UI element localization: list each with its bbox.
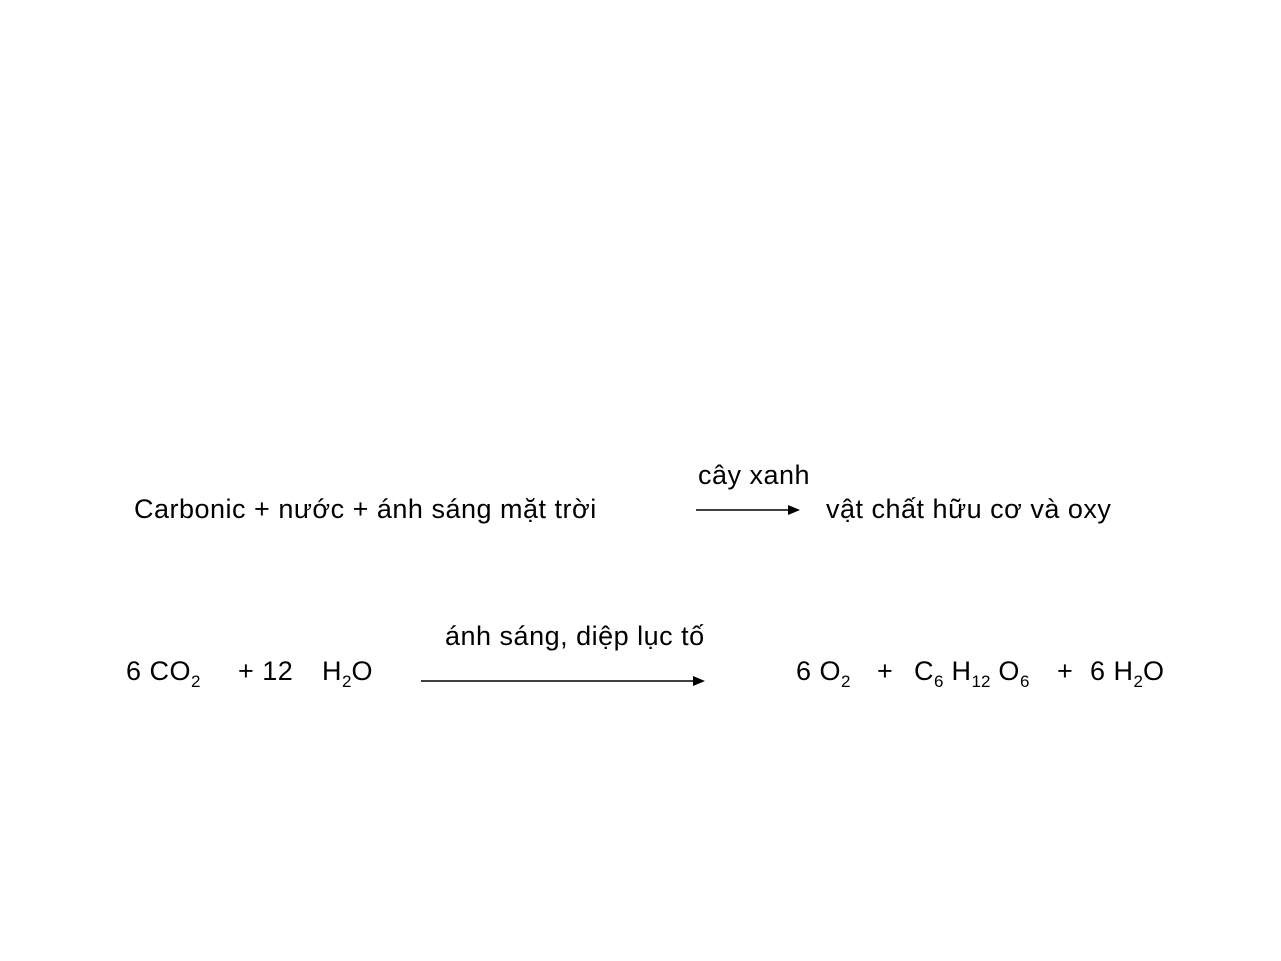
- product-h2o-subscript: 2: [1133, 672, 1143, 691]
- reactant-h2o: [322, 656, 373, 691]
- product-o2-main: 6 O: [796, 656, 842, 686]
- product-h2o: [1090, 656, 1165, 691]
- reactant-co2-subscript: 2: [191, 672, 201, 691]
- formula-equation-condition: ánh sáng, diệp lục tố: [445, 621, 705, 651]
- product-o2: [796, 656, 851, 691]
- reactant-h2o-o: O: [351, 656, 373, 686]
- product-h2o-main: 6 H: [1090, 656, 1134, 686]
- word-equation-reactants: Carbonic + nước + ánh sáng mặt trời: [134, 494, 597, 524]
- glucose-c-subscript: 6: [934, 672, 944, 691]
- plus-sign-2: +: [1057, 656, 1074, 686]
- glucose-h-subscript: 12: [971, 672, 991, 691]
- reactant-co2-main: 6 CO: [126, 656, 192, 686]
- word-equation-arrow: [694, 503, 806, 517]
- reactant-h2o-subscript: 2: [342, 672, 352, 691]
- glucose-c: C: [914, 656, 934, 686]
- word-equation-condition: cây xanh: [698, 460, 811, 490]
- glucose-o-subscript: 6: [1019, 672, 1030, 691]
- product-h2o-o: O: [1143, 656, 1165, 686]
- reactant-h2o-h: H: [322, 656, 342, 686]
- reactant-co2: [126, 656, 201, 691]
- plus-twelve: + 12: [238, 656, 294, 686]
- glucose-h: H: [951, 656, 972, 686]
- glucose-o: O: [998, 656, 1020, 686]
- formula-equation-arrow: [419, 674, 709, 688]
- plus-sign-1: +: [877, 656, 894, 686]
- word-equation-products: vật chất hữu cơ và oxy: [826, 494, 1112, 524]
- product-o2-subscript: 2: [841, 672, 851, 691]
- product-glucose: [914, 656, 1030, 691]
